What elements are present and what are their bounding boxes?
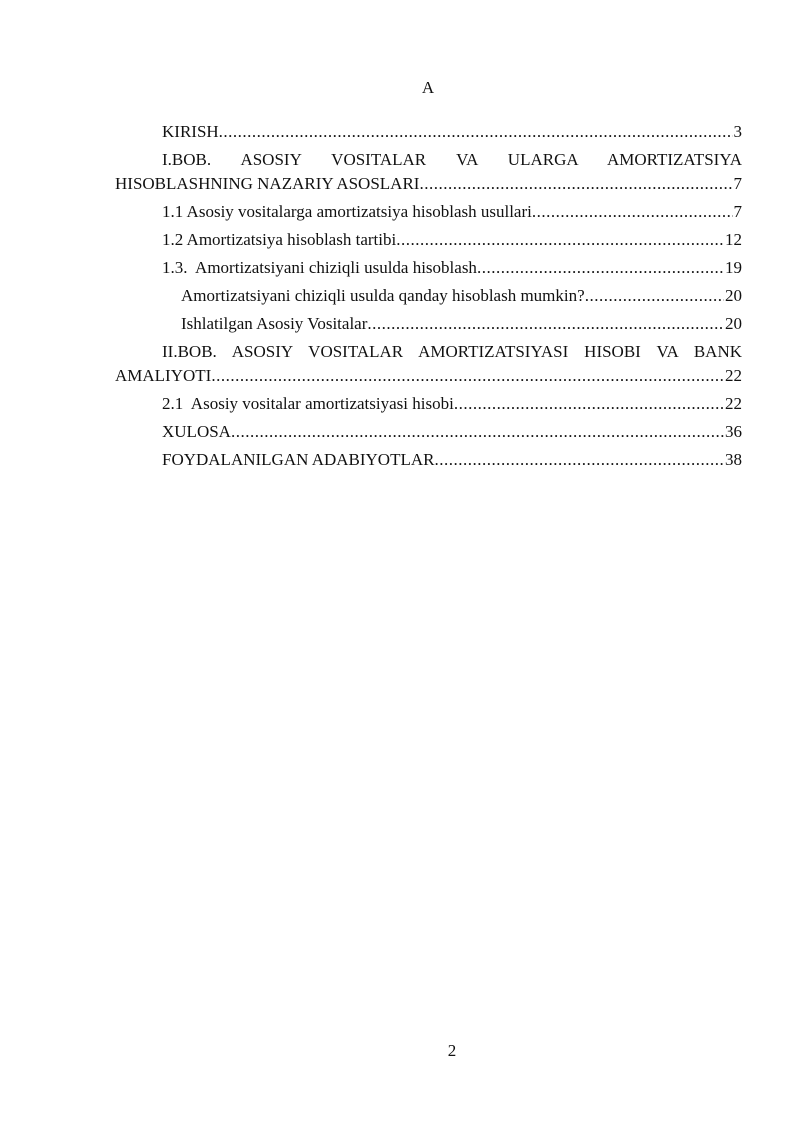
- toc-entry-adabiyotlar[interactable]: [115, 448, 742, 472]
- toc-entry-xulosa[interactable]: [115, 420, 742, 444]
- toc-entry-chapter-2[interactable]: [115, 340, 742, 388]
- toc-entry-chapter-1[interactable]: [115, 148, 742, 196]
- toc-entry-title: 1.3. Amortizatsiyani chiziqli usulda hisoblash: [162, 258, 477, 277]
- toc-leader-dots: [231, 420, 724, 444]
- toc-entry-1-3-a[interactable]: [115, 284, 742, 308]
- toc-leader-dots: [477, 256, 724, 280]
- toc-leader-dots: [219, 120, 733, 144]
- toc-entry-2-1[interactable]: [115, 392, 742, 416]
- toc-entry-kirish[interactable]: [115, 120, 742, 144]
- toc-entry-title: KIRISH: [162, 122, 219, 141]
- toc-leader-dots: [434, 448, 724, 472]
- toc-leader-dots: [367, 312, 724, 336]
- toc-entry-page: 7: [733, 202, 742, 221]
- toc-entry-title: XULOSA: [162, 422, 231, 441]
- toc-entry-title-line2: HISOBLASHNING NAZARIY ASOSLARI: [115, 174, 420, 193]
- toc-entry-title: FOYDALANILGAN ADABIYOTLAR: [162, 450, 435, 469]
- toc-entry-page: 36: [725, 422, 742, 441]
- toc-leader-dots: [419, 172, 732, 196]
- toc-entry-title-line2: AMALIYOTI: [115, 366, 212, 385]
- toc-entry-page: 20: [725, 286, 742, 305]
- toc-entry-page: 22: [725, 366, 742, 385]
- page-number: 2: [447, 1041, 457, 1060]
- toc-leader-dots: [532, 200, 733, 224]
- toc-entry-title: Ishlatilgan Asosiy Vositalar: [181, 314, 368, 333]
- toc-leader-dots: [211, 364, 724, 388]
- toc-entry-1-2[interactable]: [115, 228, 742, 252]
- toc-entry-page: 22: [725, 394, 742, 413]
- toc-entry-page: 20: [725, 314, 742, 333]
- page-heading: A: [421, 78, 435, 97]
- toc-entry-page: 7: [733, 174, 742, 193]
- toc-entry-page: 19: [725, 258, 742, 277]
- toc-entry-1-3-b[interactable]: [115, 312, 742, 336]
- table-of-contents: [115, 120, 742, 476]
- toc-entry-1-3[interactable]: [115, 256, 742, 280]
- toc-entry-page: 38: [725, 450, 742, 469]
- toc-entry-title: Amortizatsiyani chiziqli usulda qanday hisoblash mumkin?: [181, 286, 585, 305]
- toc-entry-title: 1.2 Amortizatsiya hisoblash tartibi: [162, 230, 397, 249]
- toc-leader-dots: [585, 284, 724, 308]
- toc-leader-dots: [454, 392, 724, 416]
- toc-entry-title: 1.1 Asosiy vositalarga amortizatsiya hisoblash usullari: [162, 202, 532, 221]
- toc-entry-title-line1: II.BOB. ASOSIY VOSITALAR AMORTIZATSIYASI HISOBI VA BANK: [162, 342, 742, 361]
- toc-entry-page: 3: [733, 122, 742, 141]
- toc-leader-dots: [396, 228, 724, 252]
- toc-entry-page: 12: [725, 230, 742, 249]
- toc-entry-title-line1: I.BOB. ASOSIY VOSITALAR VA ULARGA AMORTIZATSIYA: [162, 150, 742, 169]
- toc-entry-1-1[interactable]: [115, 200, 742, 224]
- toc-entry-title: 2.1 Asosiy vositalar amortizatsiyasi hisobi: [162, 394, 454, 413]
